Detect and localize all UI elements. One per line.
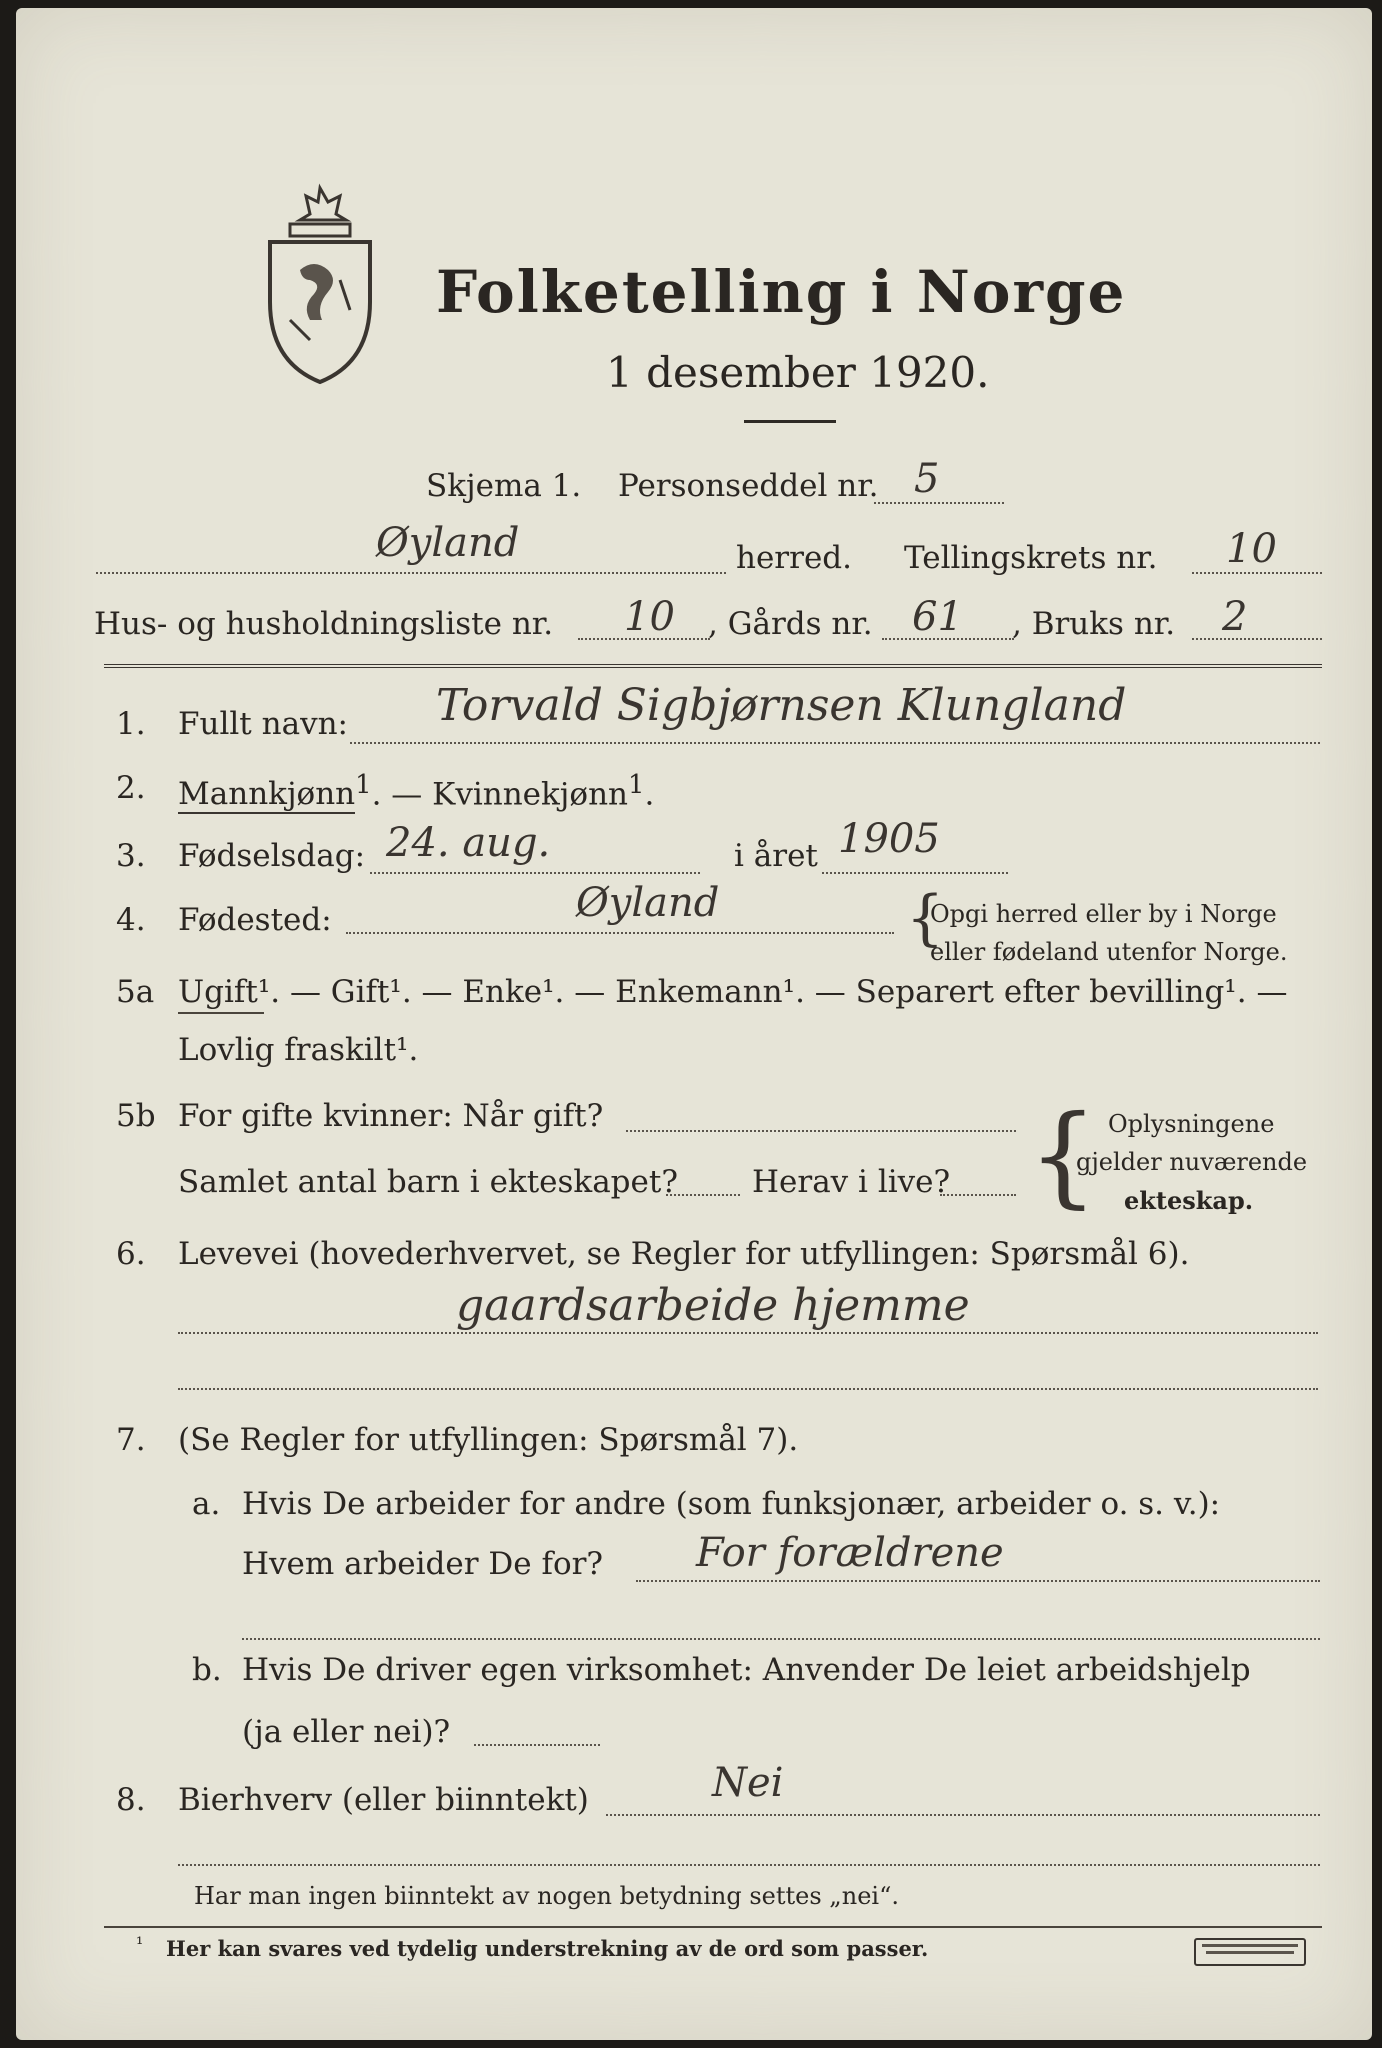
q6-line-1 xyxy=(178,1332,1318,1334)
printer-stamp xyxy=(1194,1938,1306,1966)
q7b-line-1: Hvis De driver egen virksomhet: Anvender De leiet arbeidshjelp xyxy=(242,1652,1251,1688)
q5b-note-3: ekteskap. xyxy=(1124,1186,1254,1215)
q5b-label-3: Herav i live? xyxy=(752,1164,951,1200)
gender-end: . xyxy=(644,776,655,813)
mannkjonn-option[interactable]: Mannkjønn xyxy=(178,776,356,813)
q3-label: Fødselsdag: xyxy=(178,838,366,874)
q5b-label-1: For gifte kvinner: Når gift? xyxy=(178,1098,604,1134)
personseddel-line xyxy=(874,502,1004,504)
q7a-letter: a. xyxy=(192,1486,221,1522)
footnote-text: Her kan svares ved tydelig understrekning av de ord som passer. xyxy=(166,1936,929,1961)
q7b-line-2: (ja eller nei)? xyxy=(242,1714,451,1750)
q4-label: Fødested: xyxy=(178,902,332,938)
q5b-brace: { xyxy=(1028,1091,1098,1219)
full-name-value[interactable]: Torvald Sigbjørnsen Klungland xyxy=(436,680,1127,731)
bruks-value[interactable]: 2 xyxy=(1222,594,1248,640)
q5a-options[interactable]: Ugift¹. — Gift¹. — Enke¹. — Enkemann¹. — Separert efter bevilling¹. — xyxy=(178,974,1288,1010)
gards-label: , Gårds nr. xyxy=(708,606,873,642)
q5b-note-1: Oplysningene xyxy=(1108,1110,1275,1138)
q4-brace: { xyxy=(906,883,945,953)
footnote-divider xyxy=(104,1926,1322,1928)
q4-number: 4. xyxy=(116,902,146,938)
header-double-rule xyxy=(104,664,1322,668)
title-divider xyxy=(744,420,836,423)
personseddel-label: Personseddel nr. xyxy=(618,468,879,504)
q6-label: Levevei (hovederhvervet, se Regler for utfyllingen: Spørsmål 6). xyxy=(178,1236,1190,1272)
bruks-line xyxy=(1192,638,1322,640)
q7b-line xyxy=(474,1744,600,1746)
q1-line xyxy=(350,742,1320,744)
q5a-options-line2[interactable]: Lovlig fraskilt¹. xyxy=(178,1032,419,1068)
q5b-line-1 xyxy=(626,1130,1016,1132)
q7a-line-1: Hvis De arbeider for andre (som funksjonær, arbeider o. s. v.): xyxy=(242,1486,1221,1522)
q5b-note-2: gjelder nuværende xyxy=(1076,1148,1308,1176)
husliste-label: Hus- og husholdningsliste nr. xyxy=(94,606,554,642)
q3-number: 3. xyxy=(116,838,146,874)
birth-year-value[interactable]: 1905 xyxy=(838,816,940,862)
coat-of-arms-emblem xyxy=(260,180,380,390)
tellingskrets-line xyxy=(1192,572,1322,574)
q7b-letter: b. xyxy=(192,1652,222,1688)
q7a-line-2: Hvem arbeider De for? xyxy=(242,1546,604,1582)
q2-options: Mannkjønn$^1$. — Kvinnekjønn$^1$. xyxy=(178,770,655,813)
husliste-value[interactable]: 10 xyxy=(624,594,675,640)
herred-label: herred. xyxy=(736,540,852,576)
gards-value[interactable]: 61 xyxy=(912,594,963,640)
q5b-line-2 xyxy=(666,1194,740,1196)
q5b-line-3 xyxy=(940,1194,1016,1196)
gender-separator: . — xyxy=(371,776,433,813)
census-form-sheet xyxy=(16,8,1372,2040)
birthplace-value[interactable]: Øyland xyxy=(576,880,720,926)
q3-year-line xyxy=(822,872,1008,874)
bruks-label: , Bruks nr. xyxy=(1012,606,1176,642)
personseddel-value[interactable]: 5 xyxy=(914,456,940,502)
birthday-value[interactable]: 24. aug. xyxy=(386,820,551,866)
q8-number: 8. xyxy=(116,1782,146,1818)
q1-number: 1. xyxy=(116,706,146,742)
q7-number: 7. xyxy=(116,1422,146,1458)
ugift-underline xyxy=(178,1012,264,1014)
q5b-label-2: Samlet antal barn i ekteskapet? xyxy=(178,1164,678,1200)
q7a-extra-line xyxy=(242,1638,1320,1640)
q7a-value-line xyxy=(636,1580,1320,1582)
form-date: 1 desember 1920. xyxy=(606,348,990,397)
herred-line xyxy=(96,572,726,574)
form-title: Folketelling i Norge xyxy=(436,258,1127,326)
q8-label: Bierhverv (eller biinntekt) xyxy=(178,1782,589,1818)
herred-value[interactable]: Øyland xyxy=(376,520,520,566)
q8-line xyxy=(606,1814,1320,1816)
q1-label: Fullt navn: xyxy=(178,706,348,742)
q8-extra-line xyxy=(178,1864,1320,1866)
skjema-label: Skjema 1. xyxy=(426,468,582,504)
q4-note-1: Opgi herred eller by i Norge xyxy=(930,900,1277,928)
q5b-number: 5b xyxy=(116,1098,156,1134)
year-label: i året xyxy=(734,838,818,874)
q6-number: 6. xyxy=(116,1236,146,1272)
employer-value[interactable]: For forældrene xyxy=(696,1530,1004,1576)
occupation-value[interactable]: gaardsarbeide hjemme xyxy=(456,1280,970,1331)
q4-line xyxy=(346,932,894,934)
q8-note: Har man ingen biinntekt av nogen betydning settes „nei“. xyxy=(194,1882,899,1910)
q6-line-2 xyxy=(178,1388,1318,1390)
side-income-value[interactable]: Nei xyxy=(712,1760,784,1806)
q5a-number: 5a xyxy=(116,974,155,1010)
q2-number: 2. xyxy=(116,770,146,806)
q7-label: (Se Regler for utfyllingen: Spørsmål 7). xyxy=(178,1422,799,1458)
q3-day-line xyxy=(370,872,700,874)
kvinnekjonn-option[interactable]: Kvinnekjønn xyxy=(432,776,629,813)
tellingskrets-label: Tellingskrets nr. xyxy=(904,540,1158,576)
footnote-mark: ¹ xyxy=(136,1934,144,1955)
tellingskrets-value[interactable]: 10 xyxy=(1226,526,1277,572)
q4-note-2: eller fødeland utenfor Norge. xyxy=(930,938,1288,966)
